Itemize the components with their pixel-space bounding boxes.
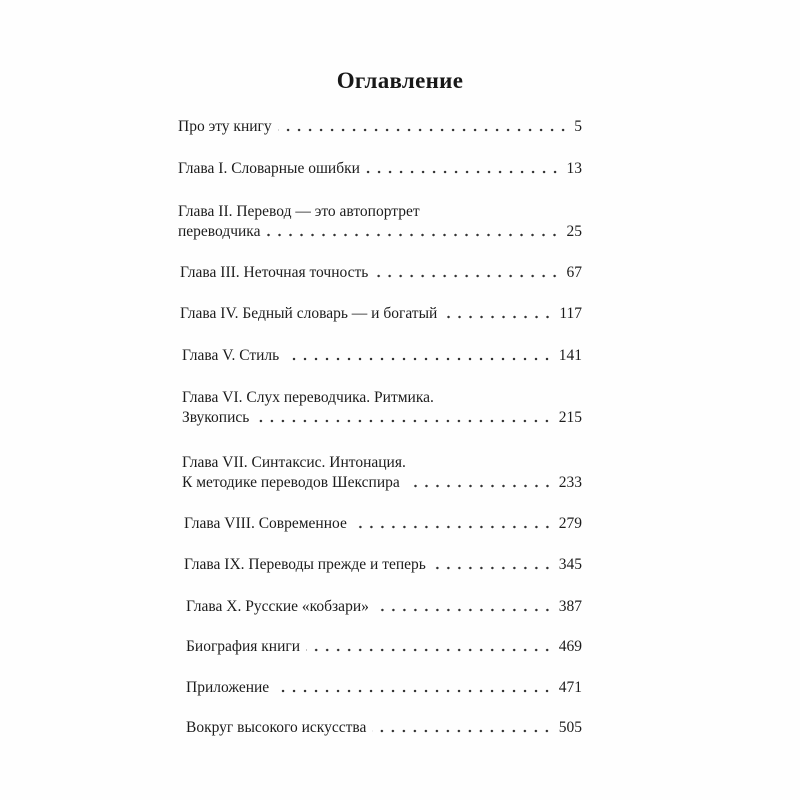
toc-page-number: 279 <box>558 515 582 532</box>
toc-page-number: 345 <box>558 556 582 573</box>
toc-entry-title: Глава IV. Бедный словарь — и богатый <box>180 305 438 322</box>
dot-leader <box>306 648 553 652</box>
dot-leader <box>266 233 560 237</box>
toc-entry-title: Глава IX. Переводы прежде и теперь <box>184 556 426 573</box>
toc-entry <box>184 555 582 575</box>
toc-entry <box>186 637 582 657</box>
toc-entry-title: Глава X. Русские «кобзари» <box>186 598 369 615</box>
toc-page-number: 67 <box>566 264 582 281</box>
dot-leader <box>443 315 553 319</box>
toc-entry <box>180 263 582 283</box>
toc-page-number: 117 <box>559 305 582 322</box>
toc-entry-title: Приложение <box>186 679 270 696</box>
dot-leader <box>275 689 553 693</box>
dot-leader <box>366 170 561 174</box>
dot-leader <box>375 608 553 612</box>
toc-page-number: 141 <box>558 347 582 364</box>
toc-entry-title: Глава III. Неточная точность <box>180 264 369 281</box>
toc-entry <box>186 597 582 617</box>
page-title: Оглавление <box>336 68 464 93</box>
toc-page-number: 25 <box>566 223 582 240</box>
toc-entry-title: Звукопись <box>182 409 250 426</box>
toc-page-number: 505 <box>558 719 582 736</box>
toc-entry <box>184 514 582 534</box>
toc-entry <box>178 159 582 179</box>
dot-leader <box>372 729 552 733</box>
dot-leader <box>432 566 553 570</box>
toc-entry <box>178 117 582 137</box>
toc-entry-title: К методике переводов Шекспира <box>182 474 400 491</box>
dot-leader <box>278 128 569 132</box>
toc-entry-title-line1: Глава VII. Синтаксис. Интонация. <box>182 454 406 471</box>
toc-entry-title: Вокруг высокого искусства <box>186 719 367 736</box>
toc-entry-title-line1: Глава II. Перевод — это автопортрет <box>178 203 420 220</box>
toc-page-number: 233 <box>558 474 582 491</box>
toc-page-number: 5 <box>574 118 582 135</box>
toc-entry <box>180 304 582 324</box>
toc-entry-title: переводчика <box>178 223 261 240</box>
toc-entry <box>182 388 582 428</box>
toc-entry-title: Глава I. Словарные ошибки <box>178 160 360 177</box>
toc-entry-title: Биография книги <box>186 638 301 655</box>
toc-entry-title: Глава V. Стиль <box>182 347 280 364</box>
dot-leader <box>353 525 553 529</box>
toc-page-number: 469 <box>558 638 582 655</box>
toc-entry <box>186 678 582 698</box>
toc-page-number: 215 <box>558 409 582 426</box>
toc-entry <box>186 718 582 738</box>
toc-entry <box>182 346 582 366</box>
toc-page-number: 13 <box>566 160 582 177</box>
toc-entry-title-line1: Глава VI. Слух переводчика. Ритмика. <box>182 389 434 406</box>
toc-entry-title: Глава VIII. Современное <box>184 515 347 532</box>
toc-page-number: 471 <box>558 679 582 696</box>
dot-leader <box>406 484 553 488</box>
toc-entry-title: Про эту книгу <box>178 118 272 135</box>
dot-leader <box>374 274 560 278</box>
toc-page-number: 387 <box>558 598 582 615</box>
dot-leader <box>285 357 553 361</box>
toc-entry <box>182 453 582 493</box>
toc-entry <box>178 202 582 242</box>
dot-leader <box>255 419 552 423</box>
